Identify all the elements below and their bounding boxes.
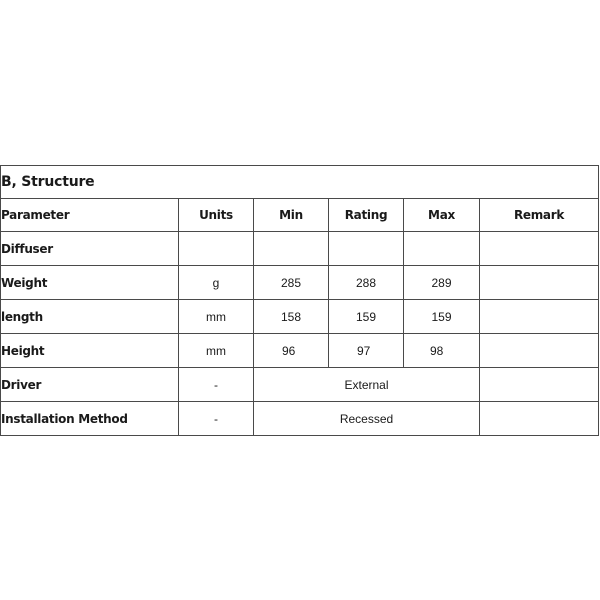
table-row-length [1,300,599,334]
row-min: 96 [254,334,329,368]
row-min: 158 [254,300,329,334]
row-parameter: Installation Method [1,402,179,436]
structure-spec-table [0,165,599,436]
header-remark: Remark [480,199,599,232]
row-rating: 159 [329,300,404,334]
table-row-installation-method [1,402,599,436]
table-row-driver [1,368,599,402]
row-max: 159 [404,300,480,334]
row-merged-value: Recessed [254,402,480,436]
row-parameter: Driver [1,368,179,402]
row-rating: 288 [329,266,404,300]
header-max: Max [404,199,480,232]
row-remark [480,300,599,334]
row-remark [480,368,599,402]
row-units: - [179,368,254,402]
row-max: 98 [404,334,480,368]
row-units [179,232,254,266]
table-header-row [1,199,599,232]
row-units: - [179,402,254,436]
table-row-weight [1,266,599,300]
header-units: Units [179,199,254,232]
row-merged-value: External [254,368,480,402]
table-row-diffuser [1,232,599,266]
row-remark [480,232,599,266]
header-rating: Rating [329,199,404,232]
header-parameter: Parameter [1,199,179,232]
row-remark [480,334,599,368]
row-units: g [179,266,254,300]
table-title: B, Structure [1,166,599,199]
row-max: 289 [404,266,480,300]
row-max [404,232,480,266]
row-parameter: length [1,300,179,334]
row-parameter: Height [1,334,179,368]
row-units: mm [179,334,254,368]
header-min: Min [254,199,329,232]
row-units: mm [179,300,254,334]
table-title-row [1,166,599,199]
row-remark [480,402,599,436]
row-parameter: Weight [1,266,179,300]
row-rating: 97 [329,334,404,368]
row-min [254,232,329,266]
table-row-height [1,334,599,368]
row-remark [480,266,599,300]
row-rating [329,232,404,266]
row-parameter: Diffuser [1,232,179,266]
row-min: 285 [254,266,329,300]
